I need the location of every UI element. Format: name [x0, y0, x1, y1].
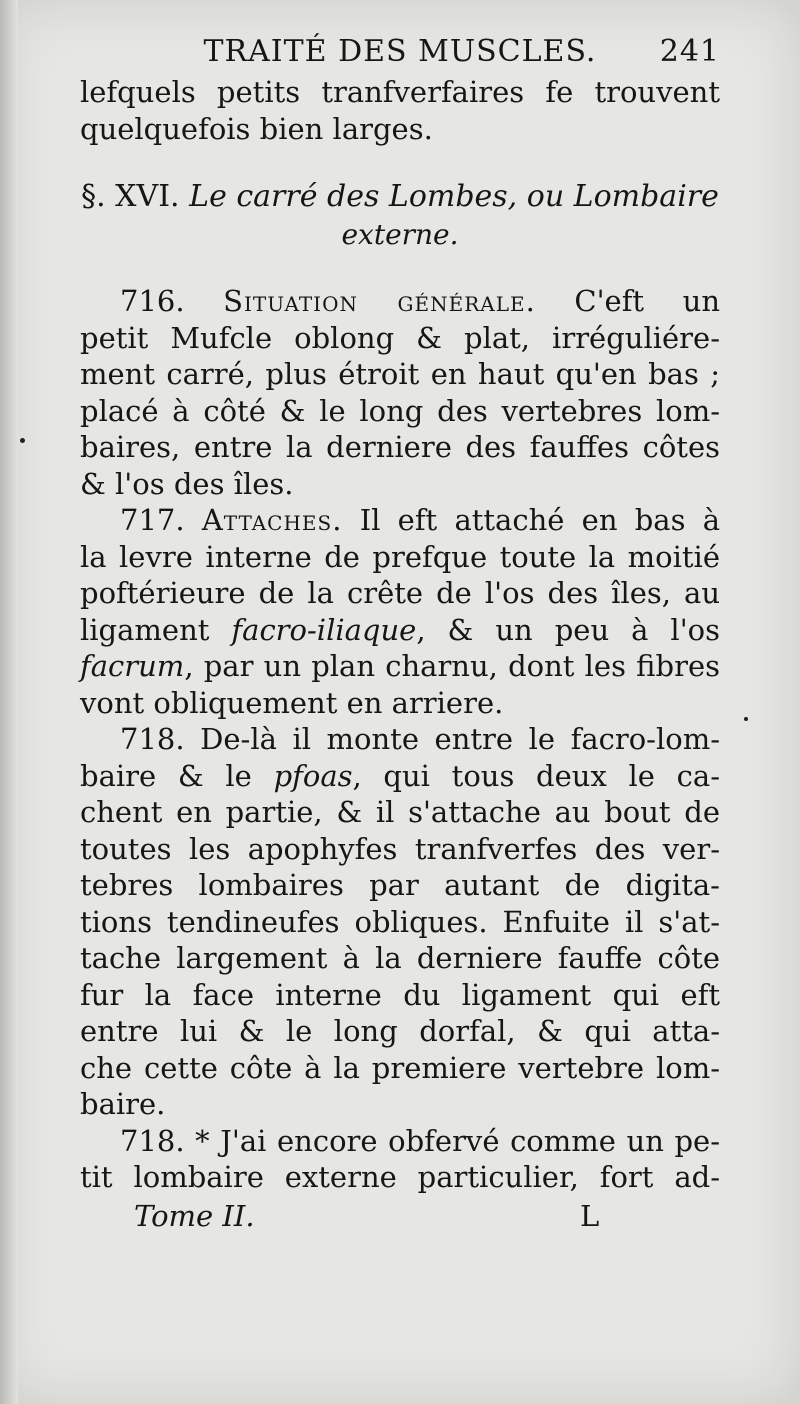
text-line: toutes les apophyfes tranfverfes des ver-	[80, 831, 720, 866]
text-line: & l'os des îles.	[80, 466, 294, 501]
text-line: lefquels petits tranfverfaires fe trouvent	[80, 75, 720, 109]
text-line	[80, 502, 720, 539]
text-fragment: ligament	[80, 612, 210, 647]
text-fragment: baire & le	[80, 758, 252, 793]
text-line: petit Mufcle oblong & plat, irréguliére-	[80, 320, 720, 355]
volume-label: Tome II.	[134, 1198, 255, 1233]
text-line	[80, 283, 720, 320]
text-line: placé à côté & le long des vertebres lom-	[80, 393, 720, 428]
text-line: vont obliquement en arriere.	[80, 685, 504, 720]
text-line: tebres lombaires par autant de digita-	[80, 868, 720, 902]
page-number: 241	[659, 34, 720, 69]
text-fragment: , & un peu à l'os	[416, 612, 721, 647]
italic-term: pfoas	[273, 758, 353, 793]
paragraph-716	[80, 283, 720, 502]
paragraph-number: 717.	[120, 503, 185, 537]
section-number: §. XVI.	[81, 179, 180, 214]
paragraph-718-note	[80, 1123, 720, 1196]
text-line: che cette côte à la premiere vertebre lom-	[80, 1050, 720, 1085]
text-line: quelquefois bien larges.	[80, 111, 433, 146]
text-line: la levre interne de prefque toute la moitié	[80, 539, 720, 574]
text-line: chent en partie, & il s'attache au bout de	[80, 795, 720, 829]
text-line: entre lui & le long dorfal, & qui atta-	[80, 1014, 720, 1048]
ink-speck	[20, 438, 25, 443]
paragraph-717	[80, 502, 720, 721]
text-line: 718. * J'ai encore obfervé comme un pe-	[120, 1123, 720, 1158]
text-line: tache largement à la derniere fauffe côte	[80, 941, 720, 975]
page-edge-shadow	[0, 0, 18, 1404]
running-head	[80, 30, 720, 74]
italic-term: facro-iliaque	[231, 612, 417, 647]
italic-term: facrum	[80, 649, 185, 683]
running-title: TRAITÉ DES MUSCLES.	[203, 34, 597, 69]
text-line: tions tendineufes obliques. Enfuite il s'at-	[80, 904, 720, 939]
paragraph-718	[80, 721, 720, 1123]
paragraph-number: 716.	[120, 284, 185, 318]
ink-speck	[744, 717, 748, 721]
text-fragment: Il eft attaché en bas à	[359, 503, 721, 537]
text-line: fur la face interne du ligament qui eft	[80, 977, 720, 1012]
text-line: baires, entre la derniere des fauffes côtes	[80, 430, 720, 464]
paragraph-heading: Attaches.	[201, 503, 343, 537]
text-block	[80, 30, 720, 1236]
text-line: tit lombaire externe particulier, fort ad-	[80, 1160, 720, 1194]
text-line: baire.	[80, 1087, 166, 1121]
text-line	[80, 612, 720, 649]
section-title: Le carré des Lombes, ou Lombaire	[189, 179, 719, 214]
section-heading	[80, 177, 720, 217]
intro-paragraph	[80, 74, 720, 147]
text-line: 718. De-là il monte entre le facro-lom-	[120, 722, 720, 756]
text-fragment: , qui tous deux le ca-	[352, 758, 721, 793]
text-fragment: , par un plan charnu, dont les fibres	[184, 649, 720, 683]
text-line	[80, 648, 720, 685]
paragraph-heading: Situation générale.	[223, 284, 536, 318]
text-line: poftérieure de la crête de l'os des îles, au	[80, 576, 720, 610]
page-footer	[80, 1196, 720, 1236]
signature-mark: L	[580, 1198, 600, 1233]
section-title-continued: externe.	[341, 218, 459, 251]
text-line	[80, 758, 720, 795]
text-line: ment carré, plus étroit en haut qu'en bas ;	[80, 357, 720, 391]
text-fragment: C'eft un	[574, 284, 720, 318]
